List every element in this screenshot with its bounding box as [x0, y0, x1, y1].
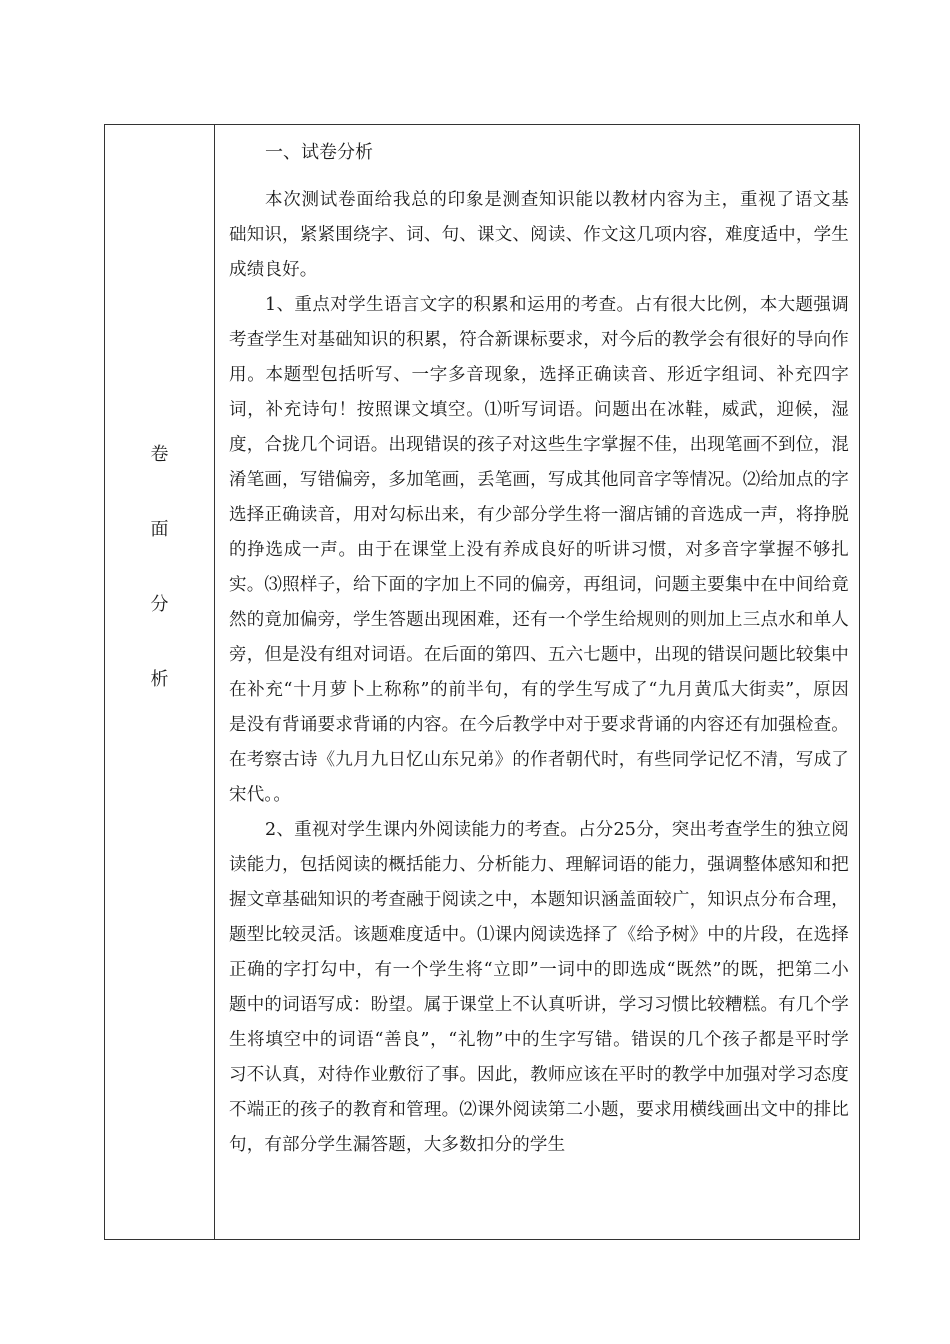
- section-heading: 一、试卷分析: [265, 142, 373, 163]
- section-label-char: 卷: [150, 444, 169, 465]
- paragraph-reading-ability: 2、重视对学生课内外阅读能力的考查。占分25分，突出考查学生的独立阅读能力，包括阅读的概括能力、分析能力、理解词语的能力，强调整体感知和把握文章基础知识的考查融于阅读之中，本题知识涵盖面较广，知识点分布合理，题型比较灵活。该题难度适中。⑴课内阅读选择了《给予树》中的片段，在选择正确的字打勾中，有一个学生将“立即”一词中的即选成“既然”的既，把第二小题中的词语写成：盼望。属于课堂上不认真听讲，学习习惯比较糟糕。有几个学生将填空中的词语“善良”，“礼物”中的生字写错。错误的几个孩子都是平时学习不认真，对待作业敷衍了事。因此，教师应该在平时的教学中加强对学习态度不端正的孩子的教育和管理。⑵课外阅读第二小题，要求用横线画出文中的排比句，有部分学生漏答题，大多数扣分的学生: [229, 820, 849, 1155]
- paragraph-language-accumulation: 1、重点对学生语言文字的积累和运用的考查。占有很大比例，本大题强调考查学生对基础知识的积累，符合新课标要求，对今后的教学会有很好的导向作用。本题型包括听写、一字多音现象，选择正确读音、形近字组词、补充四字词，补充诗句！按照课文填空。⑴听写词语。问题出在冰鞋，威武，迎候，湿度，合拢几个词语。出现错误的孩子对这些生字掌握不佳，出现笔画不到位，混淆笔画，写错偏旁，多加笔画，丢笔画，写成其他同音字等情况。⑵给加点的字选择正确读音，用对勾标出来，有少部分学生将一溜店铺的音选成一声，将挣脱的挣选成一声。由于在课堂上没有养成良好的听讲习惯，对多音字掌握不够扎实。⑶照样子，给下面的字加上不同的偏旁，再组词，问题主要集中在中间给竟然的竟加偏旁，学生答题出现困难，还有一个学生给规则的则加上三点水和单人旁，但是没有组对词语。在后面的第四、五六七题中，出现的错误问题比较集中在补充“十月萝卜上称称”的前半句，有的学生写成了“九月黄瓜大街卖”，原因是没有背诵要求背诵的内容。在今后教学中对于要求背诵的内容还有加强检查。在考察古诗《九月九日忆山东兄弟》的作者朝代时，有些同学记忆不清，写成了宋代。。: [229, 295, 849, 805]
- paragraph-intro: 本次测试卷面给我总的印象是测查知识能以教材内容为主，重视了语文基础知识，紧紧围绕字、词、句、课文、阅读、作文这几项内容，难度适中，学生成绩良好。: [229, 190, 849, 280]
- analysis-table: [104, 124, 860, 1240]
- section-label: [105, 440, 214, 740]
- section-label-cell: [105, 125, 215, 1239]
- content-cell: [215, 125, 859, 1239]
- section-label-char: 面: [150, 519, 169, 540]
- section-label-char: 析: [150, 669, 169, 690]
- section-label-char: 分: [150, 594, 169, 615]
